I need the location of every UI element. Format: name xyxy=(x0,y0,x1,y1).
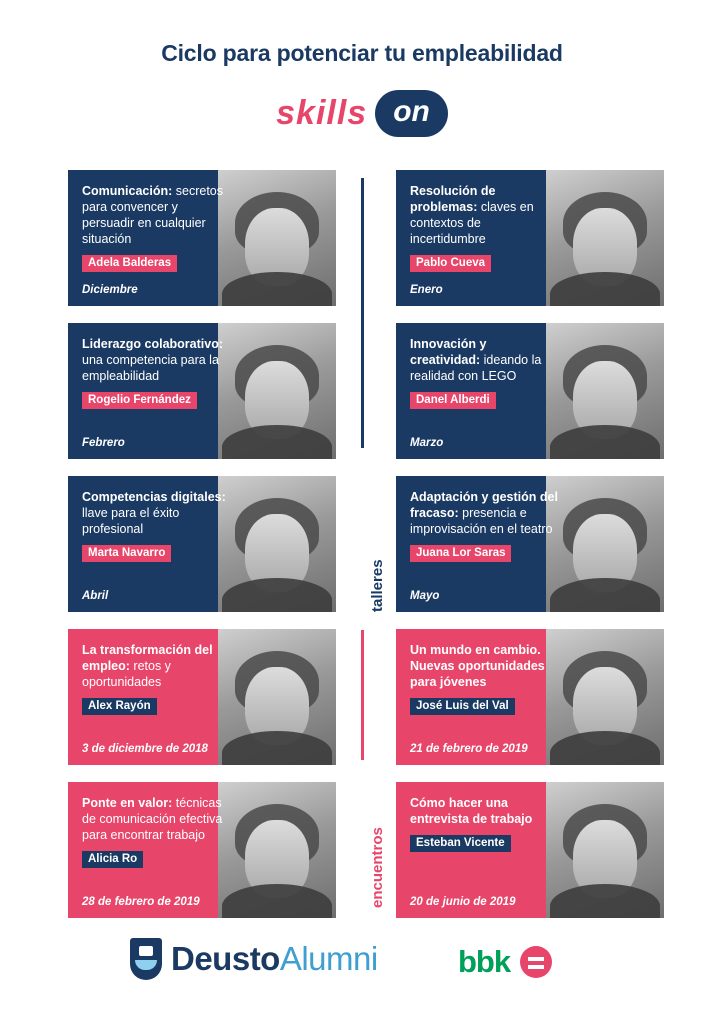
card-innovacion-creatividad[interactable] xyxy=(396,323,664,459)
speaker-badge: Juana Lor Saras xyxy=(410,545,511,562)
card-date: Diciembre xyxy=(82,284,138,296)
bbk-circle-icon xyxy=(520,946,552,978)
card-text xyxy=(82,642,232,715)
card-title-rest: una competencia para la empleabilidad xyxy=(82,353,219,383)
card-liderazgo[interactable] xyxy=(68,323,336,459)
spine-line-workshops xyxy=(361,178,364,448)
card-text xyxy=(410,183,560,272)
speaker-badge: Pablo Cueva xyxy=(410,255,491,272)
speaker-badge: José Luis del Val xyxy=(410,698,515,715)
card-date: Febrero xyxy=(82,437,125,449)
card-text xyxy=(410,336,560,409)
card-title xyxy=(82,489,232,537)
card-text xyxy=(82,795,232,868)
skillson-logo xyxy=(0,90,724,146)
card-title-strong: Liderazgo colaborativo: xyxy=(82,337,223,351)
card-entrevista-trabajo[interactable] xyxy=(396,782,664,918)
speaker-portrait xyxy=(218,170,336,306)
card-title-strong: Comunicación: xyxy=(82,184,173,198)
card-text xyxy=(82,183,232,272)
speaker-portrait xyxy=(546,476,664,612)
card-title-strong: Cómo hacer una entrevista de trabajo xyxy=(410,796,533,826)
card-resolucion-problemas[interactable] xyxy=(396,170,664,306)
speaker-badge: Rogelio Fernández xyxy=(82,392,197,409)
deusto-crest-icon xyxy=(130,938,162,980)
card-date: 3 de diciembre de 2018 xyxy=(82,743,208,755)
card-title-rest: técnicas de comunicación efectiva para encontrar trabajo xyxy=(82,796,223,842)
card-title xyxy=(410,336,560,384)
speaker-badge: Alicia Ro xyxy=(82,851,143,868)
deusto-alumni-logo xyxy=(130,938,378,980)
card-date: Marzo xyxy=(410,437,444,449)
speaker-portrait xyxy=(218,323,336,459)
card-title xyxy=(82,183,232,247)
card-date: Mayo xyxy=(410,590,440,602)
card-mundo-en-cambio[interactable] xyxy=(396,629,664,765)
speaker-portrait xyxy=(546,782,664,918)
speaker-badge: Marta Navarro xyxy=(82,545,171,562)
card-title-rest: presencia e improvisación en el teatro xyxy=(410,506,553,536)
card-transformacion-empleo[interactable] xyxy=(68,629,336,765)
page-title: Ciclo para potenciar tu empleabilidad xyxy=(161,40,563,66)
card-title-strong: Un mundo en cambio. Nuevas oportunidades para jóvenes xyxy=(410,643,545,689)
speaker-portrait xyxy=(546,323,664,459)
card-text xyxy=(410,642,560,715)
card-date: 20 de junio de 2019 xyxy=(410,896,516,908)
card-title-strong: La transformación del empleo: xyxy=(82,643,213,673)
card-title xyxy=(410,183,560,247)
card-title-strong: Adaptación y gestión del fracaso: xyxy=(410,490,558,520)
card-title xyxy=(410,489,560,537)
speaker-portrait xyxy=(218,782,336,918)
card-title xyxy=(82,642,232,690)
footer-logos xyxy=(0,930,724,1000)
card-ponte-en-valor[interactable] xyxy=(68,782,336,918)
card-date: Enero xyxy=(410,284,443,296)
spine-line-meetings xyxy=(361,630,364,760)
card-text xyxy=(82,336,232,409)
card-title-rest: ideando la realidad con LEGO xyxy=(410,353,542,383)
speaker-badge: Esteban Vicente xyxy=(410,835,511,852)
card-title-rest: secretos para convencer y persuadir en cualquier situación xyxy=(82,184,224,246)
card-date: 21 de febrero de 2019 xyxy=(410,743,528,755)
card-title xyxy=(82,795,232,843)
speaker-portrait xyxy=(546,170,664,306)
card-text xyxy=(410,489,560,562)
card-text xyxy=(82,489,232,562)
card-title-strong: Innovación y creatividad: xyxy=(410,337,487,367)
card-title-rest: claves en contextos de incertidumbre xyxy=(410,200,534,246)
logo-on-badge: on xyxy=(375,90,448,137)
card-title-strong: Ponte en valor: xyxy=(82,796,173,810)
card-title xyxy=(82,336,232,384)
speaker-portrait xyxy=(218,476,336,612)
spine-label-talleres: talleres xyxy=(369,559,386,612)
card-adaptacion-fracaso[interactable] xyxy=(396,476,664,612)
card-date: 28 de febrero de 2019 xyxy=(82,896,200,908)
speaker-badge: Adela Balderas xyxy=(82,255,177,272)
speaker-portrait xyxy=(546,629,664,765)
right-column xyxy=(396,170,664,935)
card-title-strong: Competencias digitales: xyxy=(82,490,226,504)
speaker-badge: Danel Alberdi xyxy=(410,392,496,409)
logo-skills-text: skills xyxy=(276,94,368,132)
card-title xyxy=(410,642,560,690)
card-title-strong: Resolución de problemas: xyxy=(410,184,496,214)
deusto-wordmark: Deusto xyxy=(171,940,280,977)
alumni-wordmark: Alumni xyxy=(279,940,378,977)
card-text xyxy=(410,795,560,852)
left-column xyxy=(68,170,336,935)
bbk-logo xyxy=(458,944,552,980)
speaker-badge: Alex Rayón xyxy=(82,698,157,715)
card-title xyxy=(410,795,560,827)
card-date: Abril xyxy=(82,590,109,602)
card-title-rest: retos y oportunidades xyxy=(82,659,171,689)
spine-label-encuentros: encuentros xyxy=(369,827,386,908)
card-competencias-digitales[interactable] xyxy=(68,476,336,612)
card-title-rest: llave para el éxito profesional xyxy=(82,506,180,536)
card-comunicacion[interactable] xyxy=(68,170,336,306)
speaker-portrait xyxy=(218,629,336,765)
bbk-wordmark: bbk xyxy=(458,944,511,979)
